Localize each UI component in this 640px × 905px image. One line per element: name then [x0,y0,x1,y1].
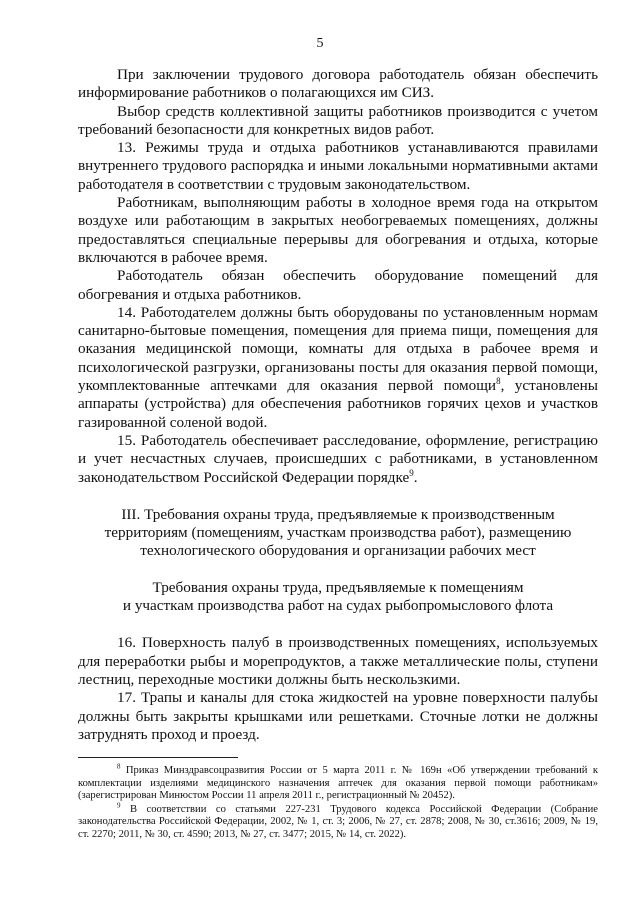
section-heading-line: территориям (помещениям, участкам производства работ), размещению [104,524,572,542]
paragraph-17: 17. Трапы и каналы для стока жидкостей на уровне поверхности палубы должны быть закрыты крышками или решетками. Сточные лотки не должны затруднять проход и проезд. [78,689,598,743]
section-heading-line: III. Требования охраны труда, предъявляемые к производственным [121,505,555,523]
footnote-ref-9: 9 [409,467,414,478]
footnote-9-text: В соответствии со статьями 227-231 Трудового кодекса Российской Федерации (Собрание законодательства Российской Федерации, 2002, № 1, ст. 3; 2006, № 27, ст. 2878; 2008, № 30, ст.3616; 2009, № 19, ст. 2270; 2011, № 30, ст. 4590; 2013, № 27, ст. 3477; 2015, № 14, ст. 2022). [78,803,598,840]
paragraph-14 [78,304,598,432]
footnote-8 [78,762,598,803]
paragraph-cold-breaks: Работникам, выполняющим работы в холодное время года на открытом воздухе или работающим в закрытых необогреваемых помещениях, должны предоставляться специальные перерывы для обогревания и отдыха, которые включаются в рабочее время. [78,194,598,266]
paragraph-15-text-end: . [413,468,418,486]
paragraph-15 [78,432,598,487]
subsection-heading-line: и участкам производства работ на судах рыбопромыслового флота [122,597,554,615]
section-heading-line: технологического оборудования и организации рабочих мест [140,542,536,560]
paragraph-collective-protection: Выбор средств коллективной защиты работников производится с учетом требований безопасности для конкретных видов работ. [78,102,598,138]
subsection-heading [78,579,598,616]
page-number: 5 [316,36,324,51]
paragraph-16: 16. Поверхность палуб в производственных помещениях, используемых для переработки рыбы и морепродуктов, а также металлические полы, ступени лестниц, переходные мостики должны быть нескользкими. [78,634,598,688]
document-body [78,66,598,744]
paragraph-13: 13. Режимы труда и отдыха работников устанавливаются правилами внутреннего трудового распорядка и иными локальными нормативными актами работодателя в соответствии с трудовым законодательством. [78,139,598,193]
footnote-ref-8: 8 [496,375,501,386]
subsection-heading-line: Требования охраны труда, предъявляемые к помещениям [152,578,524,596]
footnote-9 [78,801,598,842]
footnote-mark-9: 9 [117,801,121,810]
paragraph-siz-informing: При заключении трудового договора работодатель обязан обеспечить информирование работников о полагающихся им СИЗ. [78,66,598,102]
paragraph-14-text-end: , установлены аппараты (устройства) для обеспечения работников горячих цехов и участков газированной соленой водой. [78,377,598,431]
footnotes [78,762,598,843]
paragraph-15-text: 15. Работодатель обеспечивает расследование, оформление, регистрацию и учет несчастных случаев, происшедших с работниками, в установленном законодательством Российской Федерации порядке [78,431,598,486]
paragraph-heating-rooms: Работодатель обязан обеспечить оборудование помещений для обогревания и отдыха работников. [78,267,598,303]
footnote-mark-8: 8 [117,762,121,771]
section-heading [78,506,598,561]
footnote-8-text: Приказ Минздравсоцразвития России от 5 марта 2011 г. № 169н «Об утверждении требований к комплектации изделиями медицинского назначения аптечек для оказания первой помощи работникам» (зарегистрирован Минюстом России 11 апреля 2011 г., регистрационный № 20452). [78,765,598,802]
footnote-separator [78,757,238,758]
paragraph-14-text: 14. Работодателем должны быть оборудованы по установленным нормам санитарно-бытовые помещения, помещения для приема пищи, помещения для оказания медицинской помощи, комнаты для отдыха в рабочее время и психологической разгрузки, организованы посты для оказания первой помощи, укомплектованные аптечками для оказания первой помощи [78,303,598,395]
